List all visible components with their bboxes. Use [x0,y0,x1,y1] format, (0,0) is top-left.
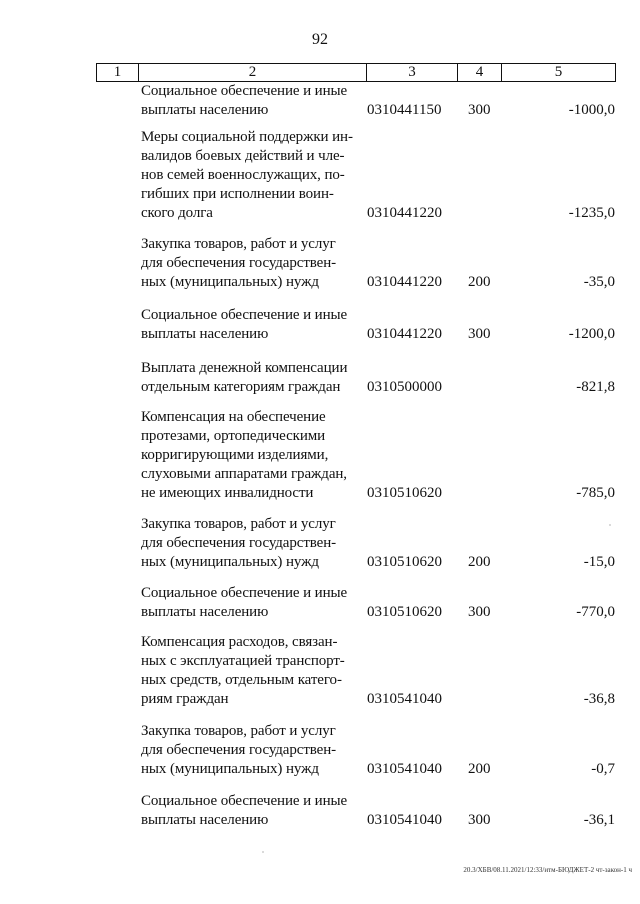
row-code: 0310441220 [367,274,442,290]
row-type: 300 [468,326,491,342]
row-code: 0310510620 [367,604,442,620]
table-header [96,63,616,82]
row-code: 0310441220 [367,326,442,342]
row-description: Социальное обеспечение и иные выплаты населению [141,585,348,620]
table-row [0,512,640,572]
row-type: 300 [468,604,491,620]
row-amount: -1000,0 [568,102,615,118]
row-type: 200 [468,761,491,777]
row-type: 300 [468,102,491,118]
row-code: 0310500000 [367,379,442,395]
table-row [0,232,640,292]
row-amount: -35,0 [583,274,615,290]
row-description: Социальное обеспечение и иные выплаты населению [141,307,348,342]
row-type: 200 [468,274,491,290]
row-description: Меры социальной поддержки ин- валидов боевых действий и чле- нов семей военнослужащих, по- гибших при исполнении воин- ского долга [141,129,353,221]
table-row [0,582,640,622]
row-amount: -1235,0 [568,205,615,221]
table-row [0,303,640,344]
row-code: 0310441220 [367,205,442,221]
row-amount: -821,8 [576,379,615,395]
table-row [0,719,640,779]
row-description: Компенсация на обеспечение протезами, ортопедическими корригирующими изделиями, слуховыми аппаратами граждан, не имеющих инвалидности [141,409,347,501]
row-code: 0310510620 [367,485,442,501]
row-type: 200 [468,554,491,570]
scan-speck [609,524,611,526]
row-description: Компенсация расходов, связан- ных с эксплуатацией транспорт- ных средств, отдельным катего- риям граждан [141,634,345,707]
row-code: 0310541040 [367,761,442,777]
row-description: Выплата денежной компенсации отдельным категориям граждан [141,360,348,395]
row-type: 300 [468,812,491,828]
header-col-2: 2 [139,64,367,81]
footer-stamp: 20.3/ХБВ/08.11.2021/12:33/итм-БЮДЖЕТ-2 чт-закон-1 ч [463,866,632,874]
row-description: Социальное обеспечение и иные выплаты населению [141,83,348,118]
table-row [0,790,640,830]
table-row [0,630,640,709]
row-amount: -36,8 [583,691,615,707]
row-amount: -0,7 [591,761,615,777]
header-col-3: 3 [367,64,458,81]
row-amount: -36,1 [583,812,615,828]
row-description: Закупка товаров, работ и услуг для обеспечения государствен- ных (муниципальных) нужд [141,516,337,570]
scan-speck [262,851,264,853]
table-row [0,405,640,503]
table-row [0,357,640,397]
row-description: Закупка товаров, работ и услуг для обеспечения государствен- ных (муниципальных) нужд [141,723,337,777]
row-description: Социальное обеспечение и иные выплаты населению [141,793,348,828]
row-amount: -785,0 [576,485,615,501]
header-col-1: 1 [97,64,139,81]
header-col-4: 4 [458,64,502,81]
row-code: 0310541040 [367,691,442,707]
header-col-5: 5 [554,64,563,80]
row-amount: -770,0 [576,604,615,620]
row-amount: -1200,0 [568,326,615,342]
row-code: 0310441150 [367,102,442,118]
row-code: 0310510620 [367,554,442,570]
row-code: 0310541040 [367,812,442,828]
row-description: Закупка товаров, работ и услуг для обеспечения государствен- ных (муниципальных) нужд [141,236,337,290]
table-row [0,125,640,223]
page-number: 92 [312,31,328,48]
table-row [0,84,640,120]
row-amount: -15,0 [583,554,615,570]
